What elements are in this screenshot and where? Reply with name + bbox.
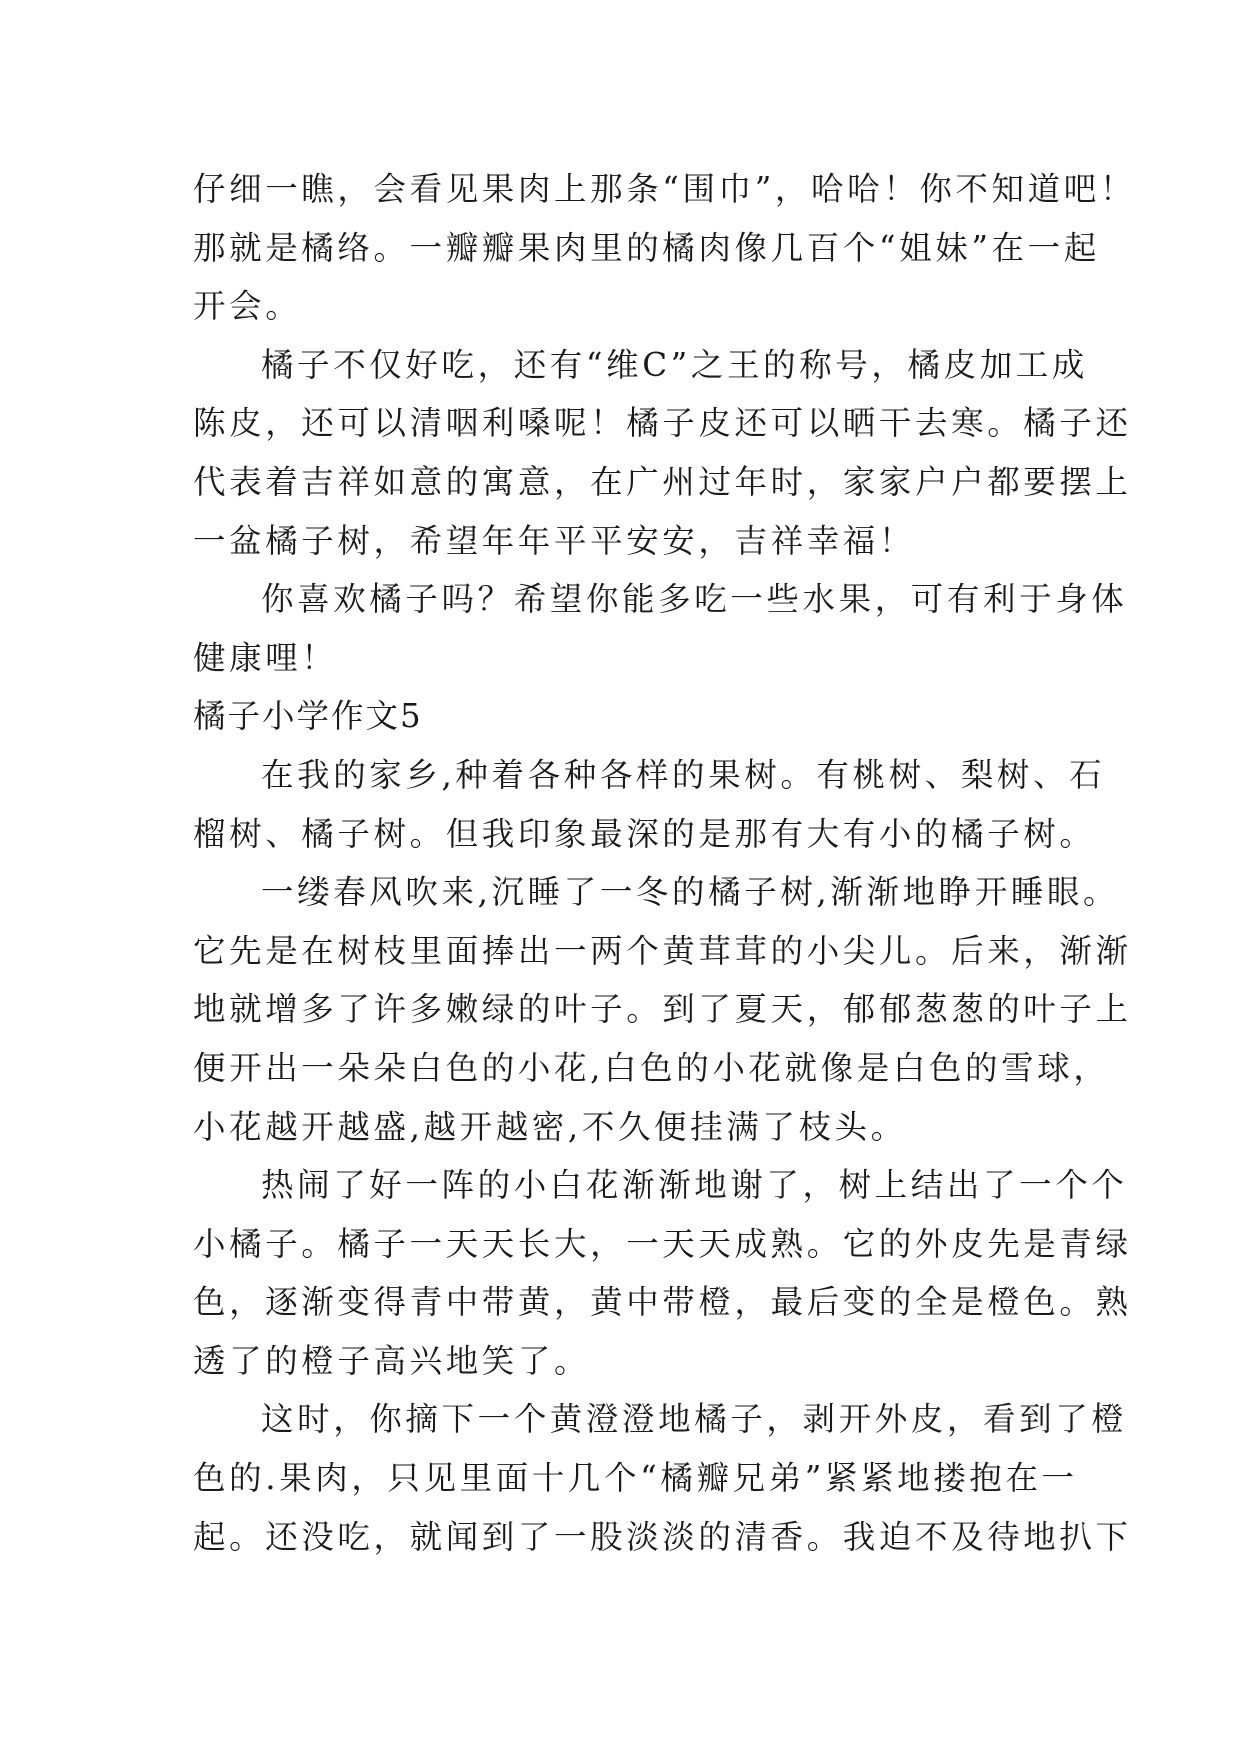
text-line: 便开出一朵朵白色的小花,白色的小花就像是白色的雪球， xyxy=(193,1048,1110,1087)
paragraph-start-line: 一缕春风吹来,沉睡了一冬的橘子树,渐渐地睁开睡眼。 xyxy=(261,873,1120,912)
text-line: 代表着吉祥如意的寓意，在广州过年时，家家户户都要摆上 xyxy=(193,462,1132,501)
text-line: 陈皮，还可以清咽利嗓呢！橘子皮还可以晒干去寒。橘子还 xyxy=(193,404,1132,443)
text-line: 小花越开越盛,越开越密,不久便挂满了枝头。 xyxy=(193,1107,907,1146)
text-line: 仔细一瞧，会看见果肉上那条“围巾”，哈哈！你不知道吧！ xyxy=(193,170,1136,208)
text-line: 透了的橙子高兴地笑了。 xyxy=(193,1341,591,1380)
text-line: 地就增多了许多嫩绿的叶子。到了夏天，郁郁葱葱的叶子上 xyxy=(193,990,1132,1029)
text-line: 小橘子。橘子一天天长大，一天天成熟。它的外皮先是青绿 xyxy=(193,1224,1132,1263)
paragraph-start-line: 橘子不仅好吃，还有“维C”之王的称号，橘皮加工成 xyxy=(261,345,1088,384)
text-line: 一盆橘子树，希望年年平平安安，吉祥幸福！ xyxy=(193,521,916,560)
section-heading: 橘子小学作文5 xyxy=(193,697,423,736)
paragraph-start-line: 这时，你摘下一个黄澄澄地橘子，剥开外皮，看到了橙 xyxy=(261,1400,1128,1439)
text-line: 色，逐渐变得青中带黄，黄中带橙，最后变的全是橙色。熟 xyxy=(193,1283,1132,1322)
text-line: 起。还没吃，就闻到了一股淡淡的清香。我迫不及待地扒下 xyxy=(193,1517,1132,1556)
text-line: 那就是橘络。一瓣瓣果肉里的橘肉像几百个“姐妹”在一起 xyxy=(193,228,1100,267)
text-line: 色的.果肉，只见里面十几个“橘瓣兄弟”紧紧地搂抱在一 xyxy=(193,1459,1078,1498)
text-line: 开会。 xyxy=(193,287,302,326)
text-line: 健康哩！ xyxy=(193,638,338,677)
text-line: 榴树、橘子树。但我印象最深的是那有大有小的橘子树。 xyxy=(193,814,1096,853)
text-line: 它先是在树枝里面捧出一两个黄茸茸的小尖儿。后来，渐渐 xyxy=(193,931,1132,970)
paragraph-start-line: 在我的家乡,种着各种各样的果树。有桃树、梨树、石 xyxy=(261,755,1106,794)
document-body xyxy=(193,160,1136,1566)
paragraph-start-line: 热闹了好一阵的小白花渐渐地谢了，树上结出了一个个 xyxy=(261,1166,1128,1205)
paragraph-start-line: 你喜欢橘子吗？希望你能多吃一些水果，可有利于身体 xyxy=(261,580,1128,619)
